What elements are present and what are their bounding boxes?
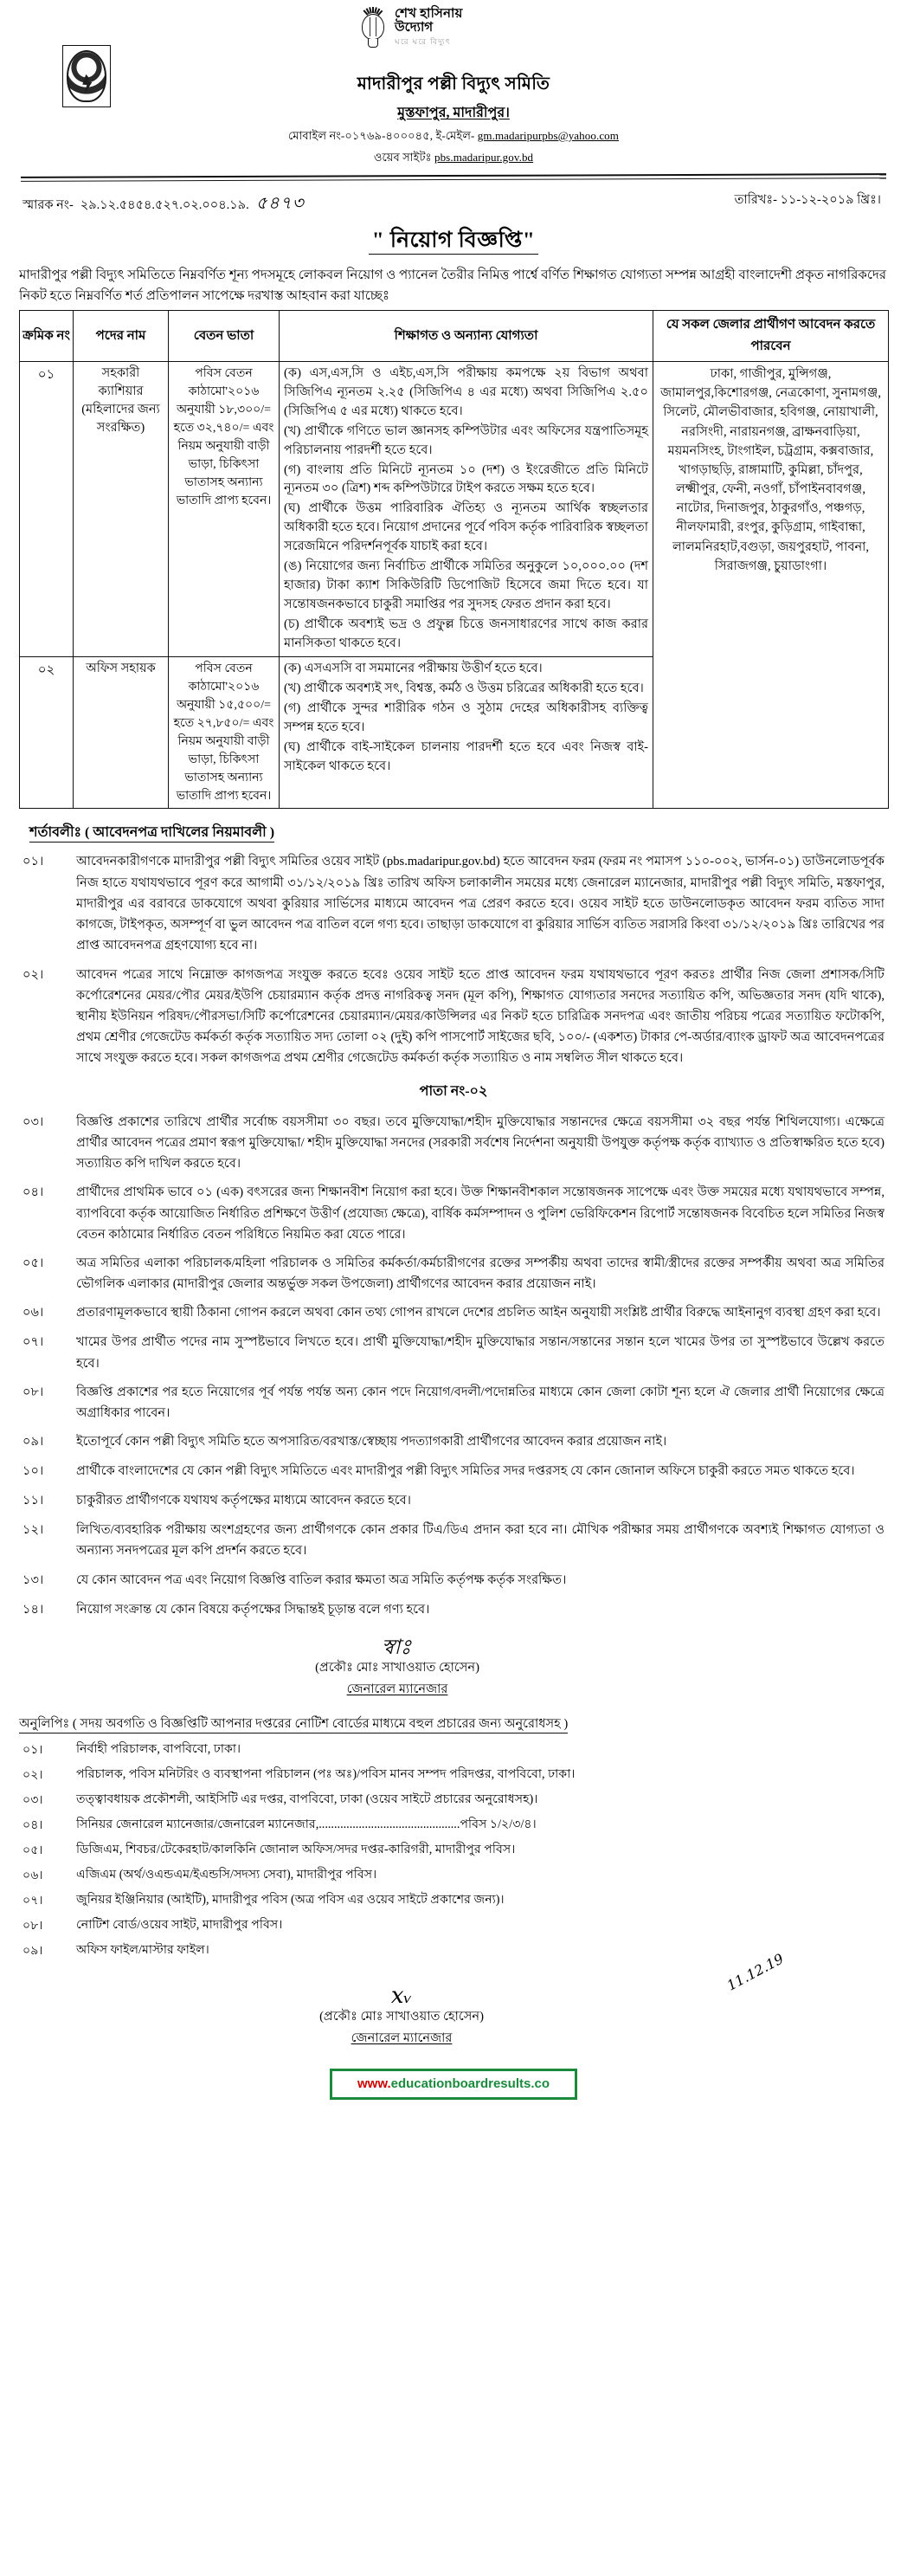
copy-item-text: সিনিয়র জেনারেল ম্যানেজার/জেনারেল ম্যানেজার,..............................................পবিস ১/২/৩/৪। [76, 1817, 537, 1831]
signature-mark: স্বাঃ [381, 1634, 414, 1659]
copy-item-text: জুনিয়র ইঞ্জিনিয়ার (আইটি), মাদারীপুর পবিস (অত্র পবিস এর ওয়েব সাইটে প্রকাশের জন্য)। [76, 1892, 505, 1907]
row-pay-scale: পবিস বেতন কাঠামো'২০১৬ অনুযায়ী ১৫,৫০০/= হতে ২৭,৮৫০/= এবং নিয়ম অনুযায়ী বাড়ী ভাড়া, চিকিৎসা ভাতাসহ অন্যান্য ভাতাদি প্রাপ্য হবেন। [169, 657, 280, 809]
condition-number: ০৮। [23, 1385, 44, 1399]
signature-date: 11.12.19 [724, 1950, 787, 1994]
column-header-districts: যে সকল জেলার প্রার্থীগণ আবেদন করতে পারবেন [653, 311, 889, 362]
condition-text: বিজ্ঞপ্তি প্রকাশের পর হতে নিয়োগের পূর্ব পর্যন্ত পর্যন্ত অন্য কোন পদে নিয়োগ/বদলী/পদোন্নতির মাধ্যমে কোন জেলা কোটা শূন্য হলে ঐ জেলার প্রার্থী নিয়োগের ক্ষেত্রে অগ্রাধিকার পাবেন। [76, 1385, 884, 1421]
memo-row [0, 184, 907, 219]
condition-number: ১৩। [23, 1572, 44, 1587]
copy-distribution-heading-text: অনুলিপিঃ ( সদয় অবগতি ও বিজ্ঞপ্তিটি আপনার দপ্তরের নোটিশ বোর্ডের মাধ্যমে বহুল প্রচারের জন্য অনুরোধসহ ) [19, 1717, 568, 1733]
row-serial: ০২ [20, 657, 74, 809]
table-row [20, 362, 889, 657]
copy-item-text: এজিএম (অর্থ/ওএন্ডএম/ইএন্ডসি/সদস্য সেবা), মাদারীপুর পবিস। [76, 1867, 377, 1882]
letterhead-header [0, 0, 907, 184]
mobile-label: মোবাইল নং-০১৭৬৯-৪০০০৪৫, ই-মেইল- [287, 129, 475, 142]
condition-text: নিয়োগ সংক্রান্ত যে কোন বিষয়ে কর্তৃপক্ষের সিদ্ধান্তই চূড়ান্ত বলে গণ্য হবে। [76, 1602, 430, 1617]
condition-number: ১২। [23, 1523, 44, 1538]
condition-item [0, 1302, 907, 1324]
memo-number-group [23, 190, 305, 219]
email-address: gm.madaripurpbs@yahoo.com [477, 129, 619, 142]
page-title-text: " নিয়োগ বিজ্ঞপ্তি" [369, 229, 538, 255]
organization-name: মাদারীপুর পল্লী বিদ্যুৎ সমিতি [357, 74, 550, 94]
qualification-item: (ঘ) প্রার্থীকে বাই-সাইকেল চালনায় পারদর্শী হতে হবে এবং নিজস্ব বাই-সাইকেল থাকতে হবে। [284, 740, 648, 773]
copy-distribution-list [0, 1740, 907, 1962]
condition-item [0, 1490, 907, 1512]
condition-item [0, 1570, 907, 1591]
condition-number: ০৭। [23, 1335, 44, 1350]
copy-item-text: অফিস ফাইল/মাস্টার ফাইল। [76, 1942, 209, 1957]
column-header-qualification: শিক্ষাগত ও অন্যান্য যোগ্যতা [280, 311, 653, 362]
copy-item-number: ০৭। [23, 1893, 43, 1908]
condition-item [0, 1382, 907, 1424]
copy-item-number: ০৫। [23, 1843, 43, 1857]
copy-item-number: ০৩। [23, 1792, 43, 1807]
condition-text: ইতোপূর্বে কোন পল্লী বিদ্যুৎ সমিতি হতে অপসারিত/বরখাস্ত/স্বেচ্ছায় পদত্যাগকারী প্রার্থীগণের আবেদন করার প্রয়োজন নাই। [76, 1435, 667, 1449]
qualification-item: (ঘ) প্রার্থীকে উত্তম পারিবারিক ঐতিহ্য ও ন্যূনতম আর্থিক স্বচ্ছলতার অধিকারী হতে হবে। নিয়োগ প্রদানের পূর্বে পবিস কর্তৃক পারিবারিক স্বচ্ছলতা সরেজমিনে পরিদর্শনপূর্বক যাচাই করা হবে। [284, 501, 648, 554]
condition-text: প্রার্থীদের প্রাথমিক ভাবে ০১ (এক) বৎসরের জন্য শিক্ষানবীশ নিয়োগ করা হবে। উক্ত শিক্ষানবীশকাল সন্তোষজনক সাপেক্ষে এবং উক্ত সময়ের মধ্যে যথাযথভাবে সম্পন্ন, ব্যাপবিবো কর্তৃক আয়োজিত নির্ধারিত প্রশিক্ষণে উত্তীর্ণ (প্রযোজ্য ক্ষেত্রে), বার্ষিক কর্মসম্পাদন ও পুলিশ ভেরিফিকেশন রিপোর্ট সন্তোষজনক বিবেচিত হলে সমিতির নিজস্ব বেতন কাঠামোর নির্ধারিত বেতন পরিধিতে নিয়মিত করা যেতে পারে। [76, 1185, 884, 1242]
website-label: ওয়েব সাইটঃ [373, 151, 432, 164]
row-qualifications [280, 657, 653, 809]
row-pay-scale: পবিস বেতন কাঠামো'২০১৬ অনুযায়ী ১৮,৩০০/= হতে ৩২,৭৪০/= এবং নিয়ম অনুযায়ী বাড়ী ভাড়া, চিকিৎসা ভাতাসহ অন্যান্য ভাতাদি প্রাপ্য হবেন। [169, 362, 280, 657]
condition-number: ০৫। [23, 1256, 44, 1270]
signatory-name: (প্রকৌঃ মোঃ সাখাওয়াত হোসেন) [319, 2009, 484, 2024]
condition-text: আবেদন পত্রের সাথে নিম্নোক্ত কাগজপত্র সংযুক্ত করতে হবেঃ ওয়েব সাইট হতে প্রাপ্ত আবেদন ফরম যথাযথভাবে পূরণ করতঃ প্রার্থীর নিজ জেলা প্রশাসক/সিটি কর্পোরেশনের মেয়র/পৌর মেয়র/ইউপি চেয়ারম্যান কর্তৃক প্রদত্ত নাগরিকত্ব সনদ (মূল কপি), শিক্ষাগত যোগ্যতার সনদের সত্যায়িত কপি, অভিজ্ঞতার সনদ (যদি থাকে), স্থানীয় ইউনিয়ন পরিষদ/পৌরসভা/সিটি কর্পোরেশনের চেয়ারম্যান/মেয়র/কাউন্সিলর এর নিকট হতে চারিত্রিক সনদপত্র এবং জাতীয় পরিচয় পত্রের সত্যায়িত ফটোকপি, প্রথম শ্রেণীর গেজেটেড কর্মকর্তা কর্তৃক সত্যায়িত সদ্য তোলা ০২ (দুই) কপি পাসপোর্ট সাইজের ছবি, ১০০/- (একশত) টাকার পে-অর্ডার/ব্যাংক ড্রাফট অত্র আবেদনপত্রের সাথে সংযুক্ত করতে হবে। সকল কাগজপত্র প্রথম শ্রেণীর গেজেটেড কর্মকর্তা কর্তৃক সত্যায়িত ও নাম সম্বলিত সীল থাকতে হবে। [76, 967, 884, 1066]
condition-text: আবেদনকারীগণকে মাদারীপুর পল্লী বিদ্যুৎ সমিতির ওয়েব সাইট (pbs.madaripur.gov.bd) হতে আবেদন ফরম (ফরম নং পমাসপ ১১০-০০২, ভার্সন-০১) ডাউনলোডপূর্বক নিজ হাতে যথাযথভাবে পূরণ করে আগামী ৩১/১২/২০১৯ খ্রিঃ তারিখ অফিস চলাকালীন সময়ের মধ্যে জেনারেল ম্যানেজার, মাদারীপুর পল্লী বিদ্যুৎ সমিতি, মস্তফাপুর, মাদারীপুর এর বরাবরে ডাকযোগে অথবা কুরিয়ার সার্ভিসের মাধ্যমে আবেদন পত্র প্রেরণ করতে হবে। ওয়েব সাইট হতে ডাউনলোডকৃত আবেদন ফরম ব্যতিত সাদা কাগজে, টাইপকৃত, অসম্পূর্ণ বা ভুল আবেদন পত্র বাতিল বলে গণ্য হবে। তাছাড়া ডাকযোগে বা কুরিয়ার সার্ভিস ব্যতিত সরাসরি কিংবা ৩১/১২/২০১৯ খ্রিঃ তারিখের পর প্রাপ্ত আবেদনপত্র গ্রহণযোগ্য হবে না। [76, 855, 884, 953]
condition-text: লিখিত/ব্যবহারিক পরীক্ষায় অংশগ্রহণের জন্য প্রার্থীগণকে কোন প্রকার টিএ/ডিএ প্রদান করা হবে না। মৌখিক পরীক্ষার সময় প্রার্থীগণকে অবশ্যই শিক্ষাগত যোগ্যতা ও অন্যান্য সনদপত্রের মূল কপি প্রদর্শন করতে হবে। [76, 1523, 884, 1559]
website-url: pbs.madaripur.gov.bd [434, 151, 534, 164]
qualification-item: (গ) প্রার্থীকে সুন্দর শারীরিক গঠন ও সুঠাম দেহের অধিকারীসহ ব্যক্তিত্ব সম্পন্ন হতে হবে। [284, 701, 648, 735]
contact-line-mobile-email [0, 128, 907, 146]
list-item [0, 1816, 907, 1837]
page-number-label: পাতা নং-০২ [419, 1083, 488, 1099]
list-item [0, 1740, 907, 1761]
emblem-line-2: উদ্যোগ [395, 21, 434, 36]
logo-emblem-icon [67, 50, 106, 102]
copy-item-number: ০৪। [23, 1817, 43, 1832]
qualification-item: (খ) প্রার্থীকে গণিতে ভাল জ্ঞানসহ কম্পিউটার এবং অফিসের যন্ত্রপাতিসমূহ পরিচালনায় পারদর্শী হতে হবে। [284, 423, 648, 457]
condition-number: ১১। [23, 1494, 44, 1508]
conditions-list [0, 851, 907, 1068]
condition-text: খামের উপর প্রার্থীত পদের নাম সুস্পষ্টভাবে লিখতে হবে। প্রার্থী মুক্তিযোদ্ধা/শহীদ মুক্তিযোদ্ধার সন্তান/সন্তানের সন্তান হলে খামের উপর তা সুস্পষ্টভাবে উল্লেখ করতে হবে। [76, 1335, 884, 1371]
condition-text: প্রতারণামূলকভাবে স্থায়ী ঠিকানা গোপন করলে অথবা কোন তথ্য গোপন রাখলে দেশের প্রচলিত আইন অনুযায়ী সংশ্লিষ্ট প্রার্থীর বিরুদ্ধে আইনানুগ ব্যবস্থা গ্রহণ করা হবে। [76, 1306, 881, 1320]
conditions-heading-text: শর্তাবলীঃ ( আবেদনপত্র দাখিলের নিয়মাবলী ) [29, 825, 274, 843]
signatory-designation: জেনারেল ম্যানেজার [346, 1682, 448, 1696]
condition-number: ০৬। [23, 1306, 44, 1320]
condition-text: অত্র সমিতির এলাকা পরিচালক/মহিলা পরিচালক ও সমিতির কর্মকর্তা/কর্মচারীগণের রক্তের সম্পর্কীয় অথবা তাদের স্বামী/স্ত্রীদের রক্তের সম্পর্কীয় অথবা অত্র সমিতির ভৌগলিক এলাকার (মাদারীপুর জেলার অন্তর্ভুক্ত সকল উপজেলা) প্রার্থীগণের আবেদন করার প্রয়োজন নাই। [76, 1256, 884, 1292]
copy-item-number: ০৮। [23, 1918, 43, 1933]
table-header-row [20, 311, 889, 362]
copy-item-text: তত্ত্বাবধায়ক প্রকৌশলী, আইসিটি এর দপ্তর, বাপবিবো, ঢাকা (ওয়েব সাইটে প্রচারের অনুরোধসহ)। [76, 1792, 538, 1806]
list-item [0, 1866, 907, 1887]
list-item [0, 1891, 907, 1912]
condition-number: ০৩। [23, 1114, 44, 1129]
copy-item-number: ০৬। [23, 1868, 43, 1882]
condition-number: ১৪। [23, 1602, 44, 1617]
condition-number: ১০। [23, 1464, 44, 1479]
column-header-pay: বেতন ভাতা [169, 311, 280, 362]
signature-block-primary [0, 1634, 907, 1701]
vacancy-table [19, 310, 889, 809]
handwritten-signature: xᵥ [390, 1982, 413, 2009]
qualification-item: (গ) বাংলায় প্রতি মিনিটে ন্যূনতম ১০ (দশ) ও ইংরেজীতে প্রতি মিনিটে ন্যূনতম ৩০ (ত্রিশ) শব্দ কম্পিউটারে টাইপ করতে সক্ষম হতে হবে। [284, 462, 648, 496]
row-serial: ০১ [20, 362, 74, 657]
condition-item [0, 1599, 907, 1621]
copy-item-number: ০৯। [23, 1943, 43, 1958]
emblem-tagline: ঘরে ঘরে বিদ্যুৎ [395, 37, 452, 47]
intro-paragraph: মাদারীপুর পল্লী বিদ্যুৎ সমিতিতে নিম্নবর্ণিত শূন্য পদসমূহে লোকবল নিয়োগ ও প্যানেল তৈরীর নিমিত্ত পার্শ্বে বর্ণিত শিক্ষাগত যোগ্যতা সম্পন্ন আগ্রহী বাংলাদেশী প্রকৃত নাগরিকদের নিকট হতে নিম্নবর্ণিত শর্ত প্রতিপালন সাপেক্ষে দরখাস্ত আহবান করা যাচ্ছেঃ [19, 268, 886, 303]
condition-number: ০৯। [23, 1435, 44, 1449]
list-item [0, 1841, 907, 1862]
organization-address: মুস্তফাপুর, মাদারীপুর। [397, 106, 510, 120]
condition-item [0, 1332, 907, 1373]
condition-item [0, 1520, 907, 1561]
row-post-name: সহকারী ক্যাশিয়ার (মহিলাদের জন্য সংরক্ষিত) [74, 362, 169, 657]
condition-number: ০৪। [23, 1185, 44, 1200]
condition-item [0, 1112, 907, 1175]
light-bulb-icon [358, 9, 388, 50]
qualification-item: (ক) এসএসসি বা সমমানের পরীক্ষায় উত্তীর্ণ হতে হবে। [284, 662, 543, 676]
condition-item [0, 851, 907, 956]
condition-text: বিজ্ঞপ্তি প্রকাশের তারিখে প্রার্থীর সর্বোচ্চ বয়সসীমা ৩০ বছর। তবে মুক্তিযোদ্ধা/শহীদ মুক্তিযোদ্ধার সন্তানদের ক্ষেত্রে বয়সসীমা ৩২ বছর পর্যন্ত শিথিলযোগ্য। এক্ষেত্রে প্রার্থীর আবেদন পত্রের প্রমাণ স্বরূপ মুক্তিযোদ্ধা/ শহীদ মুক্তিযোদ্ধা সনদের (সরকারী সর্বশেষ নির্দেশনা অনুযায়ী উপযুক্ত কর্তৃপক্ষ কর্তৃক ব্যাখ্যাত ও প্রতিস্বাক্ষরিত হতে হবে) সত্যায়িত কপি দাখিল করতে হবে। [76, 1114, 884, 1172]
emblem-line-1: শেখ হাসিনায় [395, 7, 463, 21]
date-label: তারিখঃ- [734, 192, 777, 207]
memo-label: স্মারক নং- [23, 197, 74, 212]
condition-item [0, 1461, 907, 1482]
row-post-name: অফিস সহায়ক [74, 657, 169, 809]
condition-number: ০১। [23, 855, 44, 869]
qualification-item: (খ) প্রার্থীকে অবশ্যই সৎ, বিশ্বস্ত, কর্মঠ ও উত্তম চরিত্রের অধিকারী হতে হবে। [284, 681, 644, 696]
condition-text: চাকুরীরত প্রার্থীগণকে যথাযথ কর্তৃপক্ষের মাধ্যমে আবেদন করতে হবে। [76, 1494, 412, 1508]
column-header-serial: ক্রমিক নং [20, 311, 74, 362]
condition-number: ০২। [23, 967, 44, 982]
conditions-heading [29, 821, 907, 844]
list-item [0, 1791, 907, 1811]
pbs-logo [62, 45, 111, 107]
list-item [0, 1916, 907, 1937]
condition-text: প্রার্থীকে বাংলাদেশের যে কোন পল্লী বিদ্যুৎ সমিতিতে এবং মাদারীপুর পল্লী বিদ্যুৎ সমিতির সদর দপ্তরসহ যে কোন জোনাল অফিসে চাকুরী করতে সমত থাকতে হবে। [76, 1464, 855, 1479]
list-item [0, 1766, 907, 1786]
date-value: ১১-১২-২০১৯ খ্রিঃ। [780, 192, 881, 207]
condition-item [0, 1182, 907, 1245]
qualification-item: (ক) এস,এস,সি ও এইচ,এস,সি পরীক্ষায় কমপক্ষে ২য় বিভাগ অথবা সিজিপিএ ন্যূনতম ২.২৫ (সিজিপিএ ৪ এর মধ্যে) অথবা সিজিপিএ ২.৫০ (সিজিপিএ ৫ এর মধ্যে) থাকতে হবে। [284, 366, 648, 418]
condition-text: যে কোন আবেদন পত্র এবং নিয়োগ বিজ্ঞপ্তি বাতিল করার ক্ষমতা অত্র সমিতি কর্তৃপক্ষ কর্তৃক সংরক্ষিত। [76, 1572, 567, 1587]
header-divider [21, 173, 886, 181]
banner-url [357, 2076, 550, 2091]
row-districts: ঢাকা, গাজীপুর, মুন্সিগঞ্জ, জামালপুর,কিশোরগঞ্জ, নেত্রকোণা, সুনামগঞ্জ, সিলেট, মৌলভীবাজার, হবিগঞ্জ, নোয়াখালী, নরসিংদী, নারায়নগঞ্জ, ব্রাক্ষনবাড়িয়া, ময়মনসিংহ, টাংগাইল, চট্রগ্রাম, কক্সবাজার, খাগড়াছড়ি, রাঙ্গামাটি, কুমিল্লা, চাঁদপুর, লক্ষ্মীপুর, ফেনী, নওগাঁ, চাঁপাইনবাবগঞ্জ, নাটোর, দিনাজপুর, ঠাকুরগাঁও, পঞ্চগড়, নীলফামারী, রংপুর, কুড়িগ্রাম, গাইবান্ধা, লালমনিরহাট,বগুড়া, জয়পুরহাট, পাবনা, সিরাজগঞ্জ, চুয়াডাংগা। [653, 362, 889, 809]
condition-item [0, 1253, 907, 1294]
copy-item-number: ০২। [23, 1767, 43, 1782]
copy-item-text: পরিচালক, পবিস মনিটরিং ও ব্যবস্থাপনা পরিচালন (পঃ অঃ)/পবিস মানব সম্পদ পরিদপ্তর, বাপবিবো, ঢাকা। [76, 1766, 576, 1781]
copy-distribution-heading [19, 1714, 907, 1735]
row-qualifications [280, 362, 653, 657]
copy-item-text: নির্বাহী পরিচালক, বাপবিবো, ঢাকা। [76, 1741, 241, 1756]
contact-line-website [0, 150, 907, 168]
memo-handwritten-number: ৫৪৭৩ [255, 191, 305, 213]
copy-item-text: নোটিশ বোর্ড/ওয়েব সাইট, মাদারীপুর পবিস। [76, 1917, 283, 1932]
condition-item [0, 1431, 907, 1453]
signatory-designation: জেনারেল ম্যানেজার [351, 2030, 453, 2045]
conditions-list-page-2 [0, 1112, 907, 1621]
memo-number: ২৯.১২.৫৪৫৪.৫২৭.০২.০০৪.১৯. [80, 197, 249, 212]
copy-item-text: ডিজিএম, শিবচর/টেকেরহাট/কালকিনি জোনাল অফিস/সদর দপ্তর-কারিগরী, মাদারীপুর পবিস। [76, 1842, 516, 1856]
signatory-name: (প্রকৌঃ মোঃ সাখাওয়াত হোসেন) [315, 1660, 479, 1675]
column-header-post: পদের নাম [74, 311, 169, 362]
qualification-item: (ঙ) নিয়োগের জন্য নির্বাচিত প্রার্থীকে সমিতির অনুকুলে ১০,০০০.০০ (দশ হাজার) টাকা ক্যাশ সিকিউরিটি ডিপোজিট হিসেবে জমা দিতে হবে। যা সন্তোষজনকভাবে চাকুরী সমাপ্তির পর সুদসহ ফেরত প্রদান করা হবে। [284, 559, 648, 611]
copy-item-number: ০১। [23, 1742, 43, 1757]
banner-url-main: educationboardresults.co [390, 2076, 550, 2091]
watermark-banner [330, 2069, 577, 2100]
memo-date-group [735, 190, 881, 211]
banner-url-prefix: www. [357, 2076, 391, 2091]
sheikh-hasina-initiative-emblem [350, 7, 557, 64]
qualification-item: (চ) প্রার্থীকে অবশ্যই ভদ্র ও প্রফুল্ল চিত্তে জনসাধারণের সাথে কাজ করার মানসিকতা থাকতে হবে। [284, 617, 648, 650]
page-title [0, 223, 907, 260]
condition-item [0, 965, 907, 1069]
